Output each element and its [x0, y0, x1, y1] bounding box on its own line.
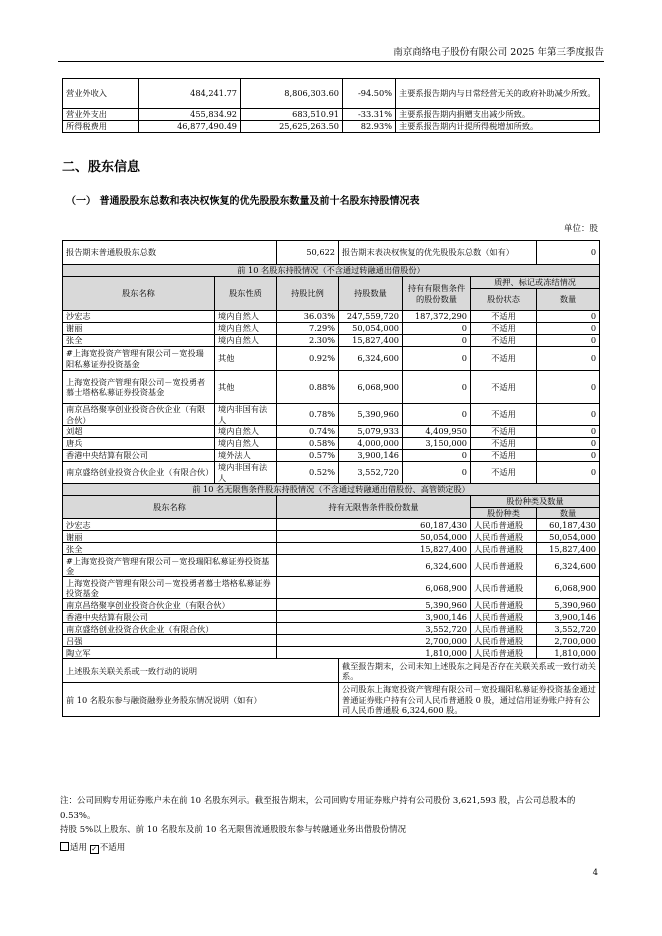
holder-ratio: 0.57% — [277, 450, 339, 462]
holder-name: 唐兵 — [63, 438, 215, 450]
col-header-nature: 股东性质 — [215, 277, 277, 311]
ur-holder-name: 陶立军 — [63, 647, 277, 659]
income-previous: 683,510.91 — [241, 109, 343, 121]
ur-holder-qty: 2,700,000 — [277, 635, 471, 647]
ur-header-name: 股东名称 — [63, 496, 277, 519]
income-change: 82.93% — [343, 121, 396, 133]
ur-holder-count: 5,390,960 — [537, 599, 600, 611]
holder-restricted: 0 — [403, 371, 471, 404]
holder-nature: 境外法人 — [215, 450, 277, 462]
top10-row — [63, 426, 600, 438]
ur-holder-count: 6,068,900 — [537, 577, 600, 599]
income-change: -33.31% — [343, 109, 396, 121]
ur-holder-name: 张全 — [63, 543, 277, 555]
preferred-holders-label: 报告期末表决权恢复的优先股股东总数（如有） — [339, 241, 537, 265]
holder-name: 南京昌络聚享创业投资合伙企业（有限合伙） — [63, 404, 215, 426]
top10-row — [63, 462, 600, 484]
income-table — [62, 78, 600, 133]
holder-count: 0 — [537, 462, 600, 484]
unrestricted-row — [63, 519, 600, 531]
holder-restricted: 4,409,950 — [403, 426, 471, 438]
holder-qty: 5,079,933 — [339, 426, 403, 438]
top10-header-row — [63, 277, 600, 289]
shareholder-table — [62, 240, 600, 717]
income-reason: 主要系报告期内计提所得税增加所致。 — [396, 121, 600, 133]
ur-holder-count: 3,900,146 — [537, 611, 600, 623]
holder-qty: 6,068,900 — [339, 371, 403, 404]
ur-holder-count: 3,552,720 — [537, 623, 600, 635]
income-row — [63, 109, 600, 121]
holder-count: 0 — [537, 371, 600, 404]
holder-restricted: 0 — [403, 404, 471, 426]
top10-title-row — [63, 265, 600, 277]
page-header: 南京商络电子股份有限公司 2025 年第三季度报告 — [58, 44, 604, 62]
holder-ratio: 0.78% — [277, 404, 339, 426]
income-row — [63, 121, 600, 133]
ur-holder-qty: 60,187,430 — [277, 519, 471, 531]
income-change: -94.50% — [343, 79, 396, 109]
holder-ratio: 7.29% — [277, 323, 339, 335]
ur-holder-name: 上海宽投资产管理有限公司－宽投勇者慕士塔格私募证券投资基金 — [63, 577, 277, 599]
holder-qty: 50,054,000 — [339, 323, 403, 335]
col-header-ratio: 持股比例 — [277, 277, 339, 311]
ur-holder-name: #上海宽投资产管理有限公司－宽投瑞阳私募证券投资基金 — [63, 555, 277, 577]
top10-row — [63, 450, 600, 462]
top10-row — [63, 438, 600, 450]
ur-holder-kind: 人民币普通股 — [471, 543, 537, 555]
footnote: 注：公司回购专用证券账户未在前 10 名股东列示。截至报告期末，公司回购专用证券账户持有公司股份 3,621,593 股，占公司总股本的 0.53%。 — [60, 796, 576, 821]
holder-count: 0 — [537, 347, 600, 371]
unrestricted-row — [63, 635, 600, 647]
ur-header-kind: 股份种类 — [471, 508, 537, 519]
holder-ratio: 0.92% — [277, 347, 339, 371]
holder-restricted: 3,150,000 — [403, 438, 471, 450]
ur-holder-name: 谢丽 — [63, 531, 277, 543]
holder-ratio: 0.88% — [277, 371, 339, 404]
ur-holder-qty: 15,827,400 — [277, 543, 471, 555]
top10-title: 前 10 名股东持股情况（不含通过转融通出借股份） — [63, 265, 600, 277]
holder-name: 南京盛络创业投资合伙企业（有限合伙） — [63, 462, 215, 484]
ur-holder-qty: 6,068,900 — [277, 577, 471, 599]
holder-count: 0 — [537, 426, 600, 438]
related-text: 截至报告期末，公司未知上述股东之间是否存在关联关系或一致行动关系。 — [339, 659, 600, 683]
ur-holder-kind: 人民币普通股 — [471, 635, 537, 647]
ur-holder-count: 2,700,000 — [537, 635, 600, 647]
ur-holder-count: 6,324,600 — [537, 555, 600, 577]
unrestricted-title: 前 10 名无限售条件股东持股情况（不含通过转融通出借股份、高管锁定股） — [63, 484, 600, 496]
holder-count: 0 — [537, 438, 600, 450]
income-previous: 8,806,303.60 — [241, 79, 343, 109]
ur-holder-count: 50,054,000 — [537, 531, 600, 543]
holder-nature: 境内自然人 — [215, 426, 277, 438]
holder-status: 不适用 — [471, 323, 537, 335]
holder-nature: 境内自然人 — [215, 323, 277, 335]
holder-qty: 5,390,960 — [339, 404, 403, 426]
ur-header-kind-group: 股份种类及数量 — [471, 496, 600, 508]
holder-nature: 境内自然人 — [215, 438, 277, 450]
ur-holder-qty: 50,054,000 — [277, 531, 471, 543]
holder-status: 不适用 — [471, 462, 537, 484]
unrestricted-row — [63, 577, 600, 599]
checkbox-checked-icon: ✓ — [91, 845, 98, 853]
holder-nature: 境内自然人 — [215, 311, 277, 323]
holder-restricted: 0 — [403, 450, 471, 462]
page-number: 4 — [592, 868, 598, 878]
holder-ratio: 2.30% — [277, 335, 339, 347]
option-applicable: 适用 — [70, 843, 88, 853]
unrestricted-header-row — [63, 496, 600, 508]
holder-status: 不适用 — [471, 438, 537, 450]
ur-header-qty: 持有无限售条件股份数量 — [277, 496, 471, 519]
unrestricted-row — [63, 531, 600, 543]
top10-row — [63, 404, 600, 426]
holder-count: 0 — [537, 450, 600, 462]
holder-name: 上海宽投资产管理有限公司－宽投勇者慕士塔格私募证券投资基金 — [63, 371, 215, 404]
holder-name: 张全 — [63, 335, 215, 347]
ur-holder-name: 沙宏志 — [63, 519, 277, 531]
income-previous: 25,625,263.50 — [241, 121, 343, 133]
unrestricted-row — [63, 599, 600, 611]
col-header-restricted: 持有有限售条件的股份数量 — [403, 277, 471, 311]
ur-holder-qty: 3,900,146 — [277, 611, 471, 623]
holder-status: 不适用 — [471, 311, 537, 323]
margin-label: 前 10 名股东参与融资融券业务股东情况说明（如有） — [63, 683, 339, 717]
ur-holder-kind: 人民币普通股 — [471, 519, 537, 531]
holder-restricted: 0 — [403, 323, 471, 335]
holder-nature: 其他 — [215, 371, 277, 404]
unrestricted-row — [63, 543, 600, 555]
ur-header-count: 数量 — [537, 508, 600, 519]
holder-nature: 境内自然人 — [215, 335, 277, 347]
margin-text: 公司股东上海宽投资产管理有限公司－宽投瑞阳私募证券投资基金通过普通证券账户持有公司人民币普通股 0 股，通过信用证券账户持有公司人民币普通股 6,324,600 股。 — [339, 683, 600, 717]
option-not-applicable: 不适用 — [99, 843, 126, 853]
ur-holder-kind: 人民币普通股 — [471, 611, 537, 623]
holder-restricted: 187,372,290 — [403, 311, 471, 323]
holder-qty: 4,000,000 — [339, 438, 403, 450]
subsection-title: （一） 普通股股东总数和表决权恢复的优先股股东数量及前十名股东持股情况表 — [66, 196, 420, 207]
related-row — [63, 659, 600, 683]
top10-row — [63, 323, 600, 335]
holder-status: 不适用 — [471, 347, 537, 371]
lending-note: 持股 5%以上股东、前 10 名股东及前 10 名无限售流通股股东参与转融通业务出借股份情况 — [60, 825, 407, 835]
holder-ratio: 0.52% — [277, 462, 339, 484]
ur-holder-name: 南京昌络聚享创业投资合伙企业（有限合伙） — [63, 599, 277, 611]
income-item: 营业外支出 — [63, 109, 139, 121]
holder-qty: 6,324,600 — [339, 347, 403, 371]
ur-holder-kind: 人民币普通股 — [471, 599, 537, 611]
ur-holder-count: 15,827,400 — [537, 543, 600, 555]
income-current: 455,834.92 — [139, 109, 241, 121]
holder-restricted: 0 — [403, 462, 471, 484]
holder-qty: 15,827,400 — [339, 335, 403, 347]
holder-name: #上海宽投资产管理有限公司－宽投瑞阳私募证券投资基金 — [63, 347, 215, 371]
ur-holder-qty: 1,810,000 — [277, 647, 471, 659]
ur-holder-kind: 人民币普通股 — [471, 531, 537, 543]
income-item: 营业外收入 — [63, 79, 139, 109]
related-label: 上述股东关联关系或一致行动的说明 — [63, 659, 339, 683]
holder-status: 不适用 — [471, 404, 537, 426]
ur-holder-qty: 3,552,720 — [277, 623, 471, 635]
holder-status: 不适用 — [471, 426, 537, 438]
holder-name: 刘超 — [63, 426, 215, 438]
preferred-holders-value: 0 — [537, 241, 600, 265]
top10-row — [63, 347, 600, 371]
total-holders-value: 50,622 — [277, 241, 339, 265]
ur-holder-qty: 6,324,600 — [277, 555, 471, 577]
section-title: 二、股东信息 — [62, 160, 141, 175]
holder-restricted: 0 — [403, 335, 471, 347]
holder-name: 谢丽 — [63, 323, 215, 335]
checkbox-empty-icon — [60, 842, 69, 851]
ur-holder-qty: 5,390,960 — [277, 599, 471, 611]
unrestricted-row — [63, 611, 600, 623]
unrestricted-row — [63, 555, 600, 577]
unrestricted-row — [63, 623, 600, 635]
holder-nature: 境内非国有法人 — [215, 404, 277, 426]
ur-holder-name: 香港中央结算有限公司 — [63, 611, 277, 623]
col-header-pledge: 质押、标记或冻结情况 — [471, 277, 600, 289]
ur-holder-name: 南京盛络创业投资合伙企业（有限合伙） — [63, 623, 277, 635]
income-reason: 主要系报告期内捐赠支出减少所致。 — [396, 109, 600, 121]
top10-row — [63, 371, 600, 404]
holder-status: 不适用 — [471, 371, 537, 404]
ur-holder-kind: 人民币普通股 — [471, 647, 537, 659]
holder-status: 不适用 — [471, 335, 537, 347]
holder-ratio: 0.74% — [277, 426, 339, 438]
summary-row — [63, 241, 600, 265]
col-header-name: 股东名称 — [63, 277, 215, 311]
ur-holder-kind: 人民币普通股 — [471, 577, 537, 599]
income-item: 所得税费用 — [63, 121, 139, 133]
holder-restricted: 0 — [403, 347, 471, 371]
holder-ratio: 36.03% — [277, 311, 339, 323]
ur-holder-count: 60,187,430 — [537, 519, 600, 531]
holder-nature: 境内非国有法人 — [215, 462, 277, 484]
holder-name: 沙宏志 — [63, 311, 215, 323]
holder-ratio: 0.58% — [277, 438, 339, 450]
ur-holder-kind: 人民币普通股 — [471, 555, 537, 577]
ur-holder-kind: 人民币普通股 — [471, 623, 537, 635]
col-header-count: 数量 — [537, 289, 600, 311]
top10-row — [63, 335, 600, 347]
holder-name: 香港中央结算有限公司 — [63, 450, 215, 462]
holder-status: 不适用 — [471, 450, 537, 462]
holder-qty: 3,552,720 — [339, 462, 403, 484]
holder-nature: 其他 — [215, 347, 277, 371]
holder-qty: 247,559,720 — [339, 311, 403, 323]
holder-count: 0 — [537, 404, 600, 426]
col-header-status: 股份状态 — [471, 289, 537, 311]
col-header-qty: 持股数量 — [339, 277, 403, 311]
income-current: 46,877,490.49 — [139, 121, 241, 133]
margin-row — [63, 683, 600, 717]
unrestricted-title-row — [63, 484, 600, 496]
total-holders-label: 报告期末普通股股东总数 — [63, 241, 277, 265]
ur-holder-name: 吕强 — [63, 635, 277, 647]
income-reason: 主要系报告期内与日常经营无关的政府补助减少所致。 — [396, 79, 600, 109]
unrestricted-row — [63, 647, 600, 659]
top10-row — [63, 311, 600, 323]
income-current: 484,241.77 — [139, 79, 241, 109]
holder-count: 0 — [537, 311, 600, 323]
holder-count: 0 — [537, 323, 600, 335]
applicable-options — [60, 841, 602, 856]
unit-label: 单位：股 — [563, 224, 598, 234]
holder-count: 0 — [537, 335, 600, 347]
ur-holder-count: 1,810,000 — [537, 647, 600, 659]
holder-qty: 3,900,146 — [339, 450, 403, 462]
income-row — [63, 79, 600, 109]
